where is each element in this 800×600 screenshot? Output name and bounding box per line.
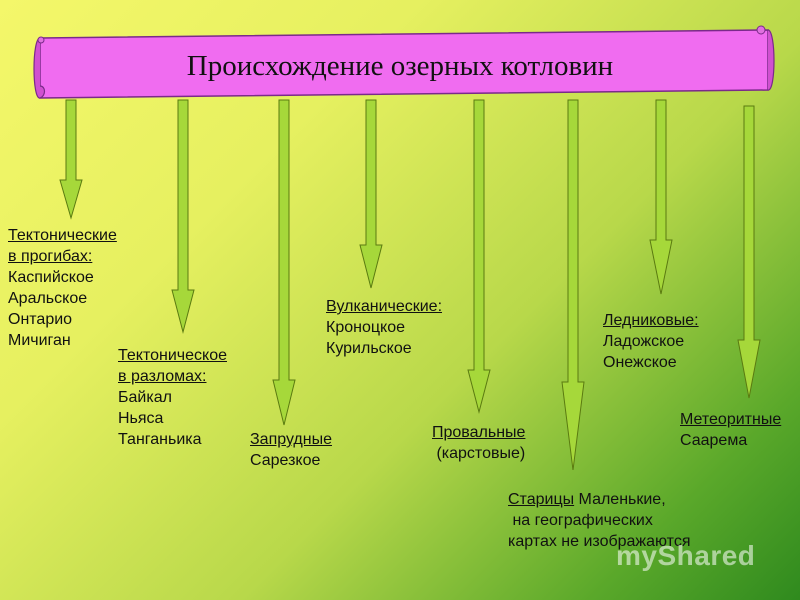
lake-item: на географических bbox=[508, 512, 653, 529]
arrow-group-8 bbox=[738, 106, 760, 398]
lake-item: Аральское bbox=[8, 290, 88, 307]
arrow-group-5 bbox=[468, 100, 490, 412]
lake-item: Саарема bbox=[680, 432, 748, 449]
arrow-group-6 bbox=[562, 100, 584, 470]
group-heading: Тектонические bbox=[8, 227, 117, 244]
group-heading: в прогибах: bbox=[8, 248, 93, 265]
group-volcanic bbox=[326, 296, 442, 359]
group-heading: Тектоническое bbox=[118, 347, 227, 364]
lake-item: Байкал bbox=[118, 389, 172, 406]
group-meteorite bbox=[680, 409, 781, 451]
arrow-group-2 bbox=[172, 100, 194, 332]
group-heading: Запрудные bbox=[250, 431, 332, 448]
group-dammed bbox=[250, 429, 332, 471]
arrow-group-7 bbox=[650, 100, 672, 294]
group-glacial bbox=[603, 310, 699, 373]
group-heading: в разломах: bbox=[118, 368, 207, 385]
group-heading: Метеоритные bbox=[680, 411, 782, 428]
group-heading: Ледниковые: bbox=[603, 312, 699, 329]
page-title: Происхождение озерных котловин bbox=[186, 49, 614, 82]
group-heading-suffix: Маленькие, bbox=[574, 491, 666, 508]
arrow-group-3 bbox=[273, 100, 295, 425]
lake-item: Онежское bbox=[603, 354, 677, 371]
group-heading: Вулканические: bbox=[326, 298, 443, 315]
lake-item: Танганьика bbox=[118, 431, 202, 448]
lake-item: картах не изображаются bbox=[508, 533, 691, 550]
group-heading: Провальные bbox=[432, 424, 526, 441]
lake-item: Каспийское bbox=[8, 269, 94, 286]
lake-item: Ладожское bbox=[603, 333, 685, 350]
arrow-group-4 bbox=[360, 100, 382, 288]
watermark-logo: myShared bbox=[616, 540, 756, 571]
lake-item: Кроноцкое bbox=[326, 319, 405, 336]
lake-item: Сарезкое bbox=[250, 452, 321, 469]
lake-item: (карстовые) bbox=[432, 445, 526, 462]
lake-item: Онтарио bbox=[8, 311, 73, 328]
lake-item: Курильское bbox=[326, 340, 412, 357]
group-tectonic-faults bbox=[118, 345, 227, 450]
group-heading: Старицы bbox=[508, 491, 575, 508]
lake-item: Ньяса bbox=[118, 410, 164, 427]
arrow-group-1 bbox=[60, 100, 82, 218]
group-karst bbox=[432, 422, 525, 464]
lake-item: Мичиган bbox=[8, 332, 71, 349]
group-tectonic-troughs bbox=[8, 225, 117, 351]
